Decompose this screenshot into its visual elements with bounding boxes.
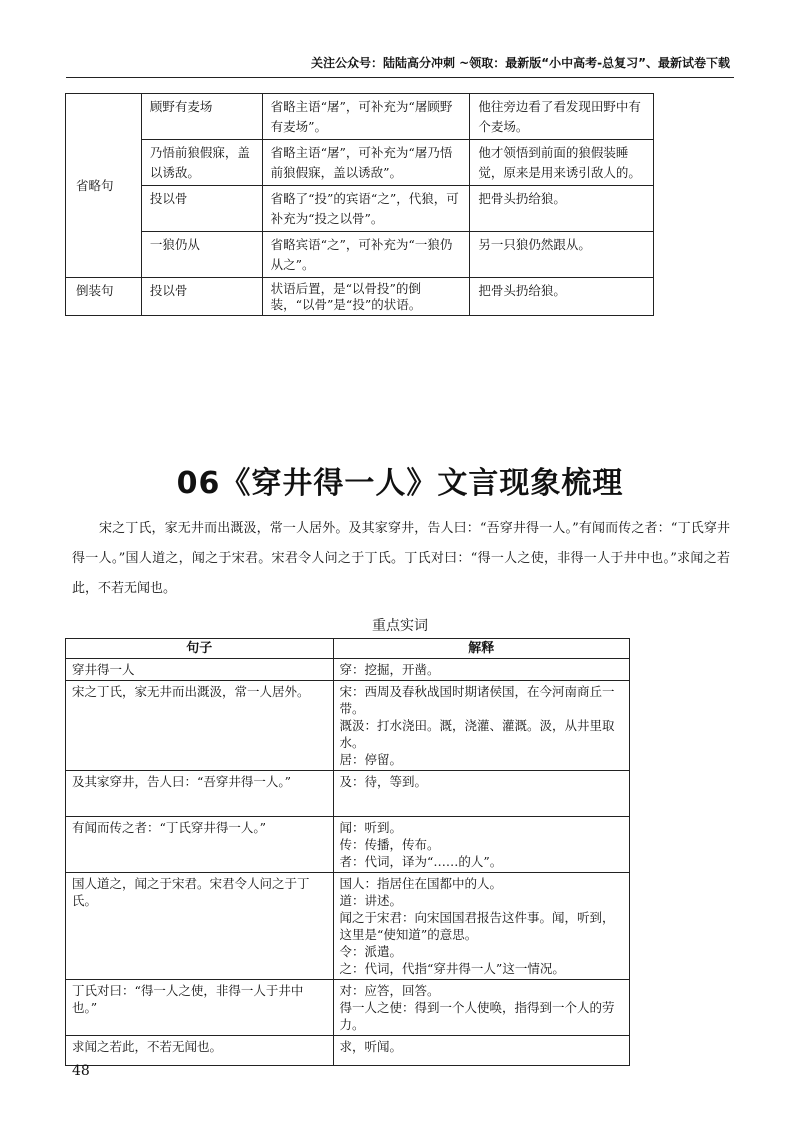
table-row — [66, 817, 630, 873]
key-words-table — [65, 638, 630, 1066]
explanation-line: 国人：指居住在国都中的人。 — [339, 876, 503, 891]
explanation-line: 宋：西周及春秋战国时期诸侯国，在今河南商丘一带。 — [339, 684, 615, 716]
explanation-line: 穿：挖掘，开凿。 — [339, 662, 440, 677]
column-header-explanation: 解释 — [333, 639, 629, 659]
explanation-cell — [333, 817, 629, 873]
sentence-cell: 及其家穿井，告人曰：“吾穿井得一人。” — [66, 771, 334, 817]
explanation-line: 及：待，等到。 — [339, 774, 428, 789]
explanation-line: 之：代词，代指“穿井得一人”这一情况。 — [339, 961, 565, 976]
sentence-cell: 一狼仍从 — [141, 232, 262, 278]
explanation-cell — [333, 873, 629, 980]
explanation-cell — [333, 771, 629, 817]
category-cell: 倒装句 — [66, 278, 142, 316]
explanation-line: 闻：听到。 — [339, 820, 403, 835]
category-cell: 省略句 — [66, 94, 142, 278]
table-header-row — [66, 639, 630, 659]
table-row — [66, 186, 654, 232]
classical-text-paragraph: 宋之丁氏，家无井而出溉汲，常一人居外。及其家穿井，告人曰：“吾穿井得一人。”有闻而传之者：“丁氏穿井得一人。”国人道之，闻之于宋君。宋君令人问之于丁氏。丁氏对曰：“得一人之使，非得一人于井中也。”求闻之若此，不若无闻也。 — [72, 521, 730, 596]
explanation-cell — [333, 659, 629, 681]
table-row — [66, 278, 654, 316]
explanation-line: 求，听闻。 — [339, 1039, 403, 1054]
translation-cell: 把骨头扔给狼。 — [470, 186, 654, 232]
sentence-cell: 顾野有麦场 — [141, 94, 262, 140]
translation-cell: 他才领悟到前面的狼假装睡觉，原来是用来诱引敌人的。 — [470, 140, 654, 186]
translation-cell: 另一只狼仍然跟从。 — [470, 232, 654, 278]
explanation-line: 居：停留。 — [339, 752, 403, 767]
analysis-cell: 省略主语“屠”，可补充为“屠乃悟前狼假寐，盖以诱敌”。 — [262, 140, 470, 186]
column-header-sentence: 句子 — [66, 639, 334, 659]
table-row — [66, 681, 630, 771]
sentence-cell: 宋之丁氏，家无井而出溉汲，常一人居外。 — [66, 681, 334, 771]
table-row — [66, 873, 630, 980]
table-row — [66, 94, 654, 140]
sentence-cell: 丁氏对曰：“得一人之使，非得一人于井中也。” — [66, 980, 334, 1036]
explanation-line: 溉汲：打水浇田。溉，浇灌、灌溉。汲，从井里取水。 — [339, 718, 615, 750]
explanation-cell — [333, 980, 629, 1036]
explanation-cell — [333, 1036, 629, 1066]
sentence-cell: 投以骨 — [141, 186, 262, 232]
explanation-line: 者：代词，译为“……的人”。 — [339, 854, 503, 869]
table-row — [66, 659, 630, 681]
translation-cell: 他往旁边看了看发现田野中有个麦场。 — [470, 94, 654, 140]
table-row — [66, 1036, 630, 1066]
analysis-cell: 省略宾语“之”，可补充为“一狼仍从之”。 — [262, 232, 470, 278]
explanation-line: 得一人之使：得到一个人使唤，指得到一个人的劳力。 — [339, 1000, 615, 1032]
section-title: 06《穿井得一人》文言现象梳理 — [176, 466, 624, 501]
sentence-cell: 求闻之若此，不若无闻也。 — [66, 1036, 334, 1066]
sentence-cell: 乃悟前狼假寐，盖以诱敌。 — [141, 140, 262, 186]
table-caption: 重点实词 — [372, 618, 428, 634]
explanation-line: 道：讲述。 — [339, 893, 403, 908]
page-number: 48 — [72, 1063, 90, 1079]
sentence-cell: 投以骨 — [141, 278, 262, 316]
analysis-cell: 省略主语“屠”，可补充为“屠顾野有麦场”。 — [262, 94, 470, 140]
header-promo-note: 关注公众号：陆陆高分冲刺 ~领取：最新版“小中高考-总复习”、最新试卷下载 — [311, 56, 730, 70]
sentence-cell: 有闻而传之者：“丁氏穿井得一人。” — [66, 817, 334, 873]
sentence-cell: 穿井得一人 — [66, 659, 334, 681]
explanation-line: 令：派遣。 — [339, 944, 403, 959]
explanation-line: 传：传播，传布。 — [339, 837, 440, 852]
table-row — [66, 140, 654, 186]
table-row — [66, 771, 630, 817]
header-divider — [66, 77, 734, 78]
analysis-cell: 省略了“投”的宾语“之”，代狼，可补充为“投之以骨”。 — [262, 186, 470, 232]
sentence-pattern-table — [65, 93, 654, 316]
sentence-cell: 国人道之，闻之于宋君。宋君令人问之于丁氏。 — [66, 873, 334, 980]
explanation-line: 对：应答，回答。 — [339, 983, 440, 998]
explanation-line: 闻之于宋君：向宋国国君报告这件事。闻，听到，这里是“使知道”的意思。 — [339, 910, 615, 942]
translation-cell: 把骨头扔给狼。 — [470, 278, 654, 316]
analysis-cell: 状语后置，是“以骨投”的倒装，“以骨”是“投”的状语。 — [262, 278, 470, 316]
table-row — [66, 232, 654, 278]
explanation-cell — [333, 681, 629, 771]
table-row — [66, 980, 630, 1036]
